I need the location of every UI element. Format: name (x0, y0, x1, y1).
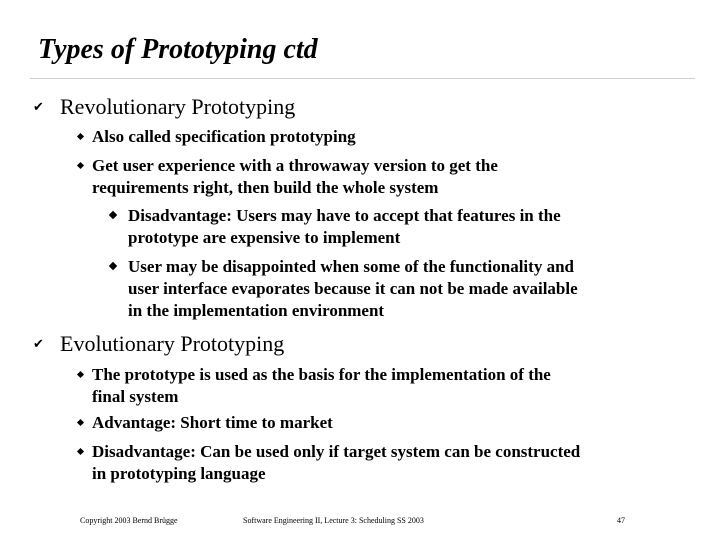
diamond-subbullet-icon (109, 262, 117, 270)
subbullet-text: Disadvantage: Users may have to accept that features in the (128, 206, 561, 225)
checkmark-bullet-icon: ✔ (33, 336, 44, 351)
footer-copyright: Copyright 2003 Bernd Brügge (80, 516, 178, 525)
slide-title: Types of Prototyping ctd (38, 34, 318, 65)
bullet-text-continued: requirements right, then build the whole system (92, 178, 439, 197)
bullet-text: Also called specification prototyping (92, 127, 356, 146)
section-heading-revolutionary: Revolutionary Prototyping (60, 94, 296, 119)
section-heading-evolutionary: Evolutionary Prototyping (60, 331, 285, 356)
bullet-text-continued: final system (92, 387, 179, 406)
title-divider (30, 78, 695, 79)
subbullet-text-continued: in the implementation environment (128, 301, 385, 320)
bullet-text: The prototype is used as the basis for the implementation of the (92, 365, 551, 384)
bullet-text: Advantage: Short time to market (92, 413, 333, 432)
diamond-bullet-icon (77, 133, 84, 140)
bullet-text-continued: in prototyping language (92, 464, 266, 483)
diamond-bullet-icon (77, 162, 84, 169)
bullet-text: Disadvantage: Can be used only if target system can be constructed (92, 442, 581, 461)
diamond-bullet-icon (77, 419, 84, 426)
subbullet-text-continued: user interface evaporates because it can not be made available (128, 279, 578, 298)
subbullet-text-continued: prototype are expensive to implement (128, 228, 401, 247)
diamond-bullet-icon (77, 371, 84, 378)
diamond-bullet-icon (77, 448, 84, 455)
footer-course-title: Software Engineering II, Lecture 3: Scheduling SS 2003 (243, 516, 424, 525)
checkmark-bullet-icon: ✔ (33, 99, 44, 114)
subbullet-text: User may be disappointed when some of the functionality and (128, 257, 574, 276)
bullet-text: Get user experience with a throwaway version to get the (92, 156, 498, 175)
diamond-subbullet-icon (109, 211, 117, 219)
footer-page-number: 47 (617, 516, 625, 525)
